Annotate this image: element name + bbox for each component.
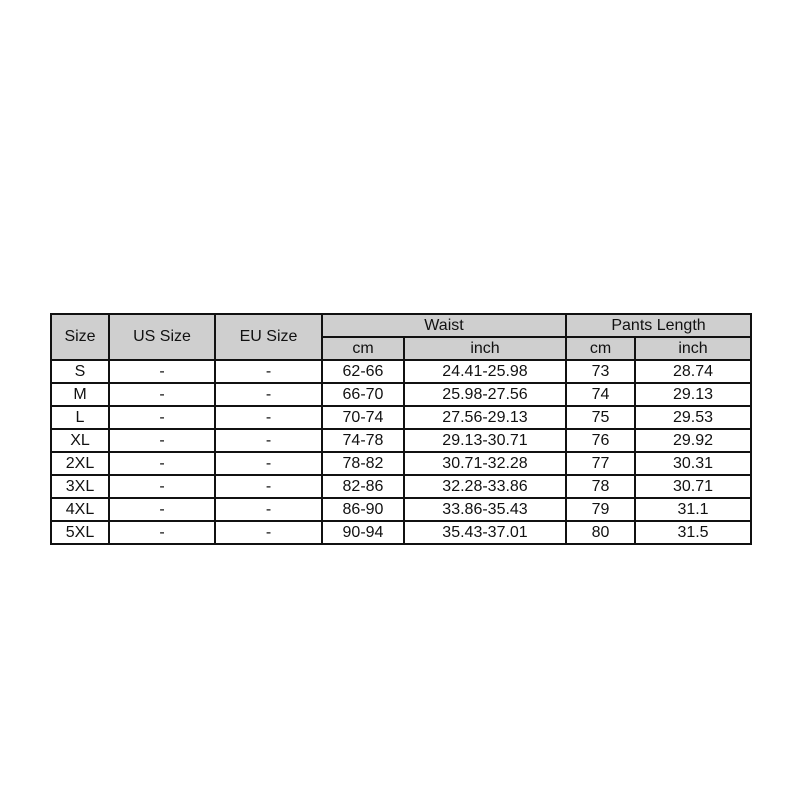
size-chart-table <box>50 313 752 545</box>
header-length-cm: cm <box>566 337 635 360</box>
cell-waist-cm: 78-82 <box>322 452 404 475</box>
cell-us-size: - <box>109 521 215 544</box>
cell-us-size: - <box>109 406 215 429</box>
cell-waist-inch: 24.41-25.98 <box>404 360 566 383</box>
cell-waist-cm: 90-94 <box>322 521 404 544</box>
cell-length-inch: 29.92 <box>635 429 751 452</box>
cell-waist-inch: 33.86-35.43 <box>404 498 566 521</box>
cell-waist-inch: 35.43-37.01 <box>404 521 566 544</box>
cell-us-size: - <box>109 429 215 452</box>
cell-length-cm: 79 <box>566 498 635 521</box>
header-waist-inch: inch <box>404 337 566 360</box>
cell-size: 3XL <box>51 475 109 498</box>
cell-eu-size: - <box>215 360 322 383</box>
cell-us-size: - <box>109 475 215 498</box>
cell-waist-cm: 82-86 <box>322 475 404 498</box>
header-eu-size: EU Size <box>215 314 322 360</box>
cell-length-inch: 31.5 <box>635 521 751 544</box>
cell-waist-inch: 25.98-27.56 <box>404 383 566 406</box>
cell-us-size: - <box>109 452 215 475</box>
cell-waist-inch: 30.71-32.28 <box>404 452 566 475</box>
header-row-main <box>51 314 751 337</box>
cell-eu-size: - <box>215 383 322 406</box>
cell-length-inch: 30.31 <box>635 452 751 475</box>
cell-size: S <box>51 360 109 383</box>
table-row <box>51 498 751 521</box>
table-row <box>51 521 751 544</box>
cell-size: L <box>51 406 109 429</box>
cell-length-cm: 75 <box>566 406 635 429</box>
cell-waist-cm: 62-66 <box>322 360 404 383</box>
cell-eu-size: - <box>215 475 322 498</box>
cell-us-size: - <box>109 360 215 383</box>
table-header <box>51 314 751 360</box>
cell-length-inch: 31.1 <box>635 498 751 521</box>
table-row <box>51 475 751 498</box>
cell-size: 2XL <box>51 452 109 475</box>
table-row <box>51 360 751 383</box>
table-body <box>51 360 751 544</box>
cell-length-cm: 77 <box>566 452 635 475</box>
cell-length-cm: 78 <box>566 475 635 498</box>
table-row <box>51 452 751 475</box>
cell-length-inch: 28.74 <box>635 360 751 383</box>
cell-size: M <box>51 383 109 406</box>
cell-waist-inch: 29.13-30.71 <box>404 429 566 452</box>
cell-waist-cm: 70-74 <box>322 406 404 429</box>
header-waist-cm: cm <box>322 337 404 360</box>
header-us-size: US Size <box>109 314 215 360</box>
header-pants-length: Pants Length <box>566 314 751 337</box>
cell-length-inch: 29.13 <box>635 383 751 406</box>
cell-eu-size: - <box>215 521 322 544</box>
table-row <box>51 406 751 429</box>
header-size: Size <box>51 314 109 360</box>
cell-us-size: - <box>109 498 215 521</box>
cell-eu-size: - <box>215 429 322 452</box>
header-waist: Waist <box>322 314 566 337</box>
cell-length-inch: 30.71 <box>635 475 751 498</box>
cell-length-cm: 80 <box>566 521 635 544</box>
cell-size: XL <box>51 429 109 452</box>
table-row <box>51 429 751 452</box>
table-row <box>51 383 751 406</box>
cell-waist-cm: 86-90 <box>322 498 404 521</box>
cell-length-cm: 74 <box>566 383 635 406</box>
cell-size: 4XL <box>51 498 109 521</box>
cell-waist-inch: 32.28-33.86 <box>404 475 566 498</box>
cell-length-cm: 73 <box>566 360 635 383</box>
cell-eu-size: - <box>215 498 322 521</box>
cell-waist-inch: 27.56-29.13 <box>404 406 566 429</box>
cell-size: 5XL <box>51 521 109 544</box>
cell-waist-cm: 66-70 <box>322 383 404 406</box>
header-length-inch: inch <box>635 337 751 360</box>
cell-us-size: - <box>109 383 215 406</box>
cell-eu-size: - <box>215 406 322 429</box>
cell-length-inch: 29.53 <box>635 406 751 429</box>
cell-waist-cm: 74-78 <box>322 429 404 452</box>
cell-eu-size: - <box>215 452 322 475</box>
cell-length-cm: 76 <box>566 429 635 452</box>
